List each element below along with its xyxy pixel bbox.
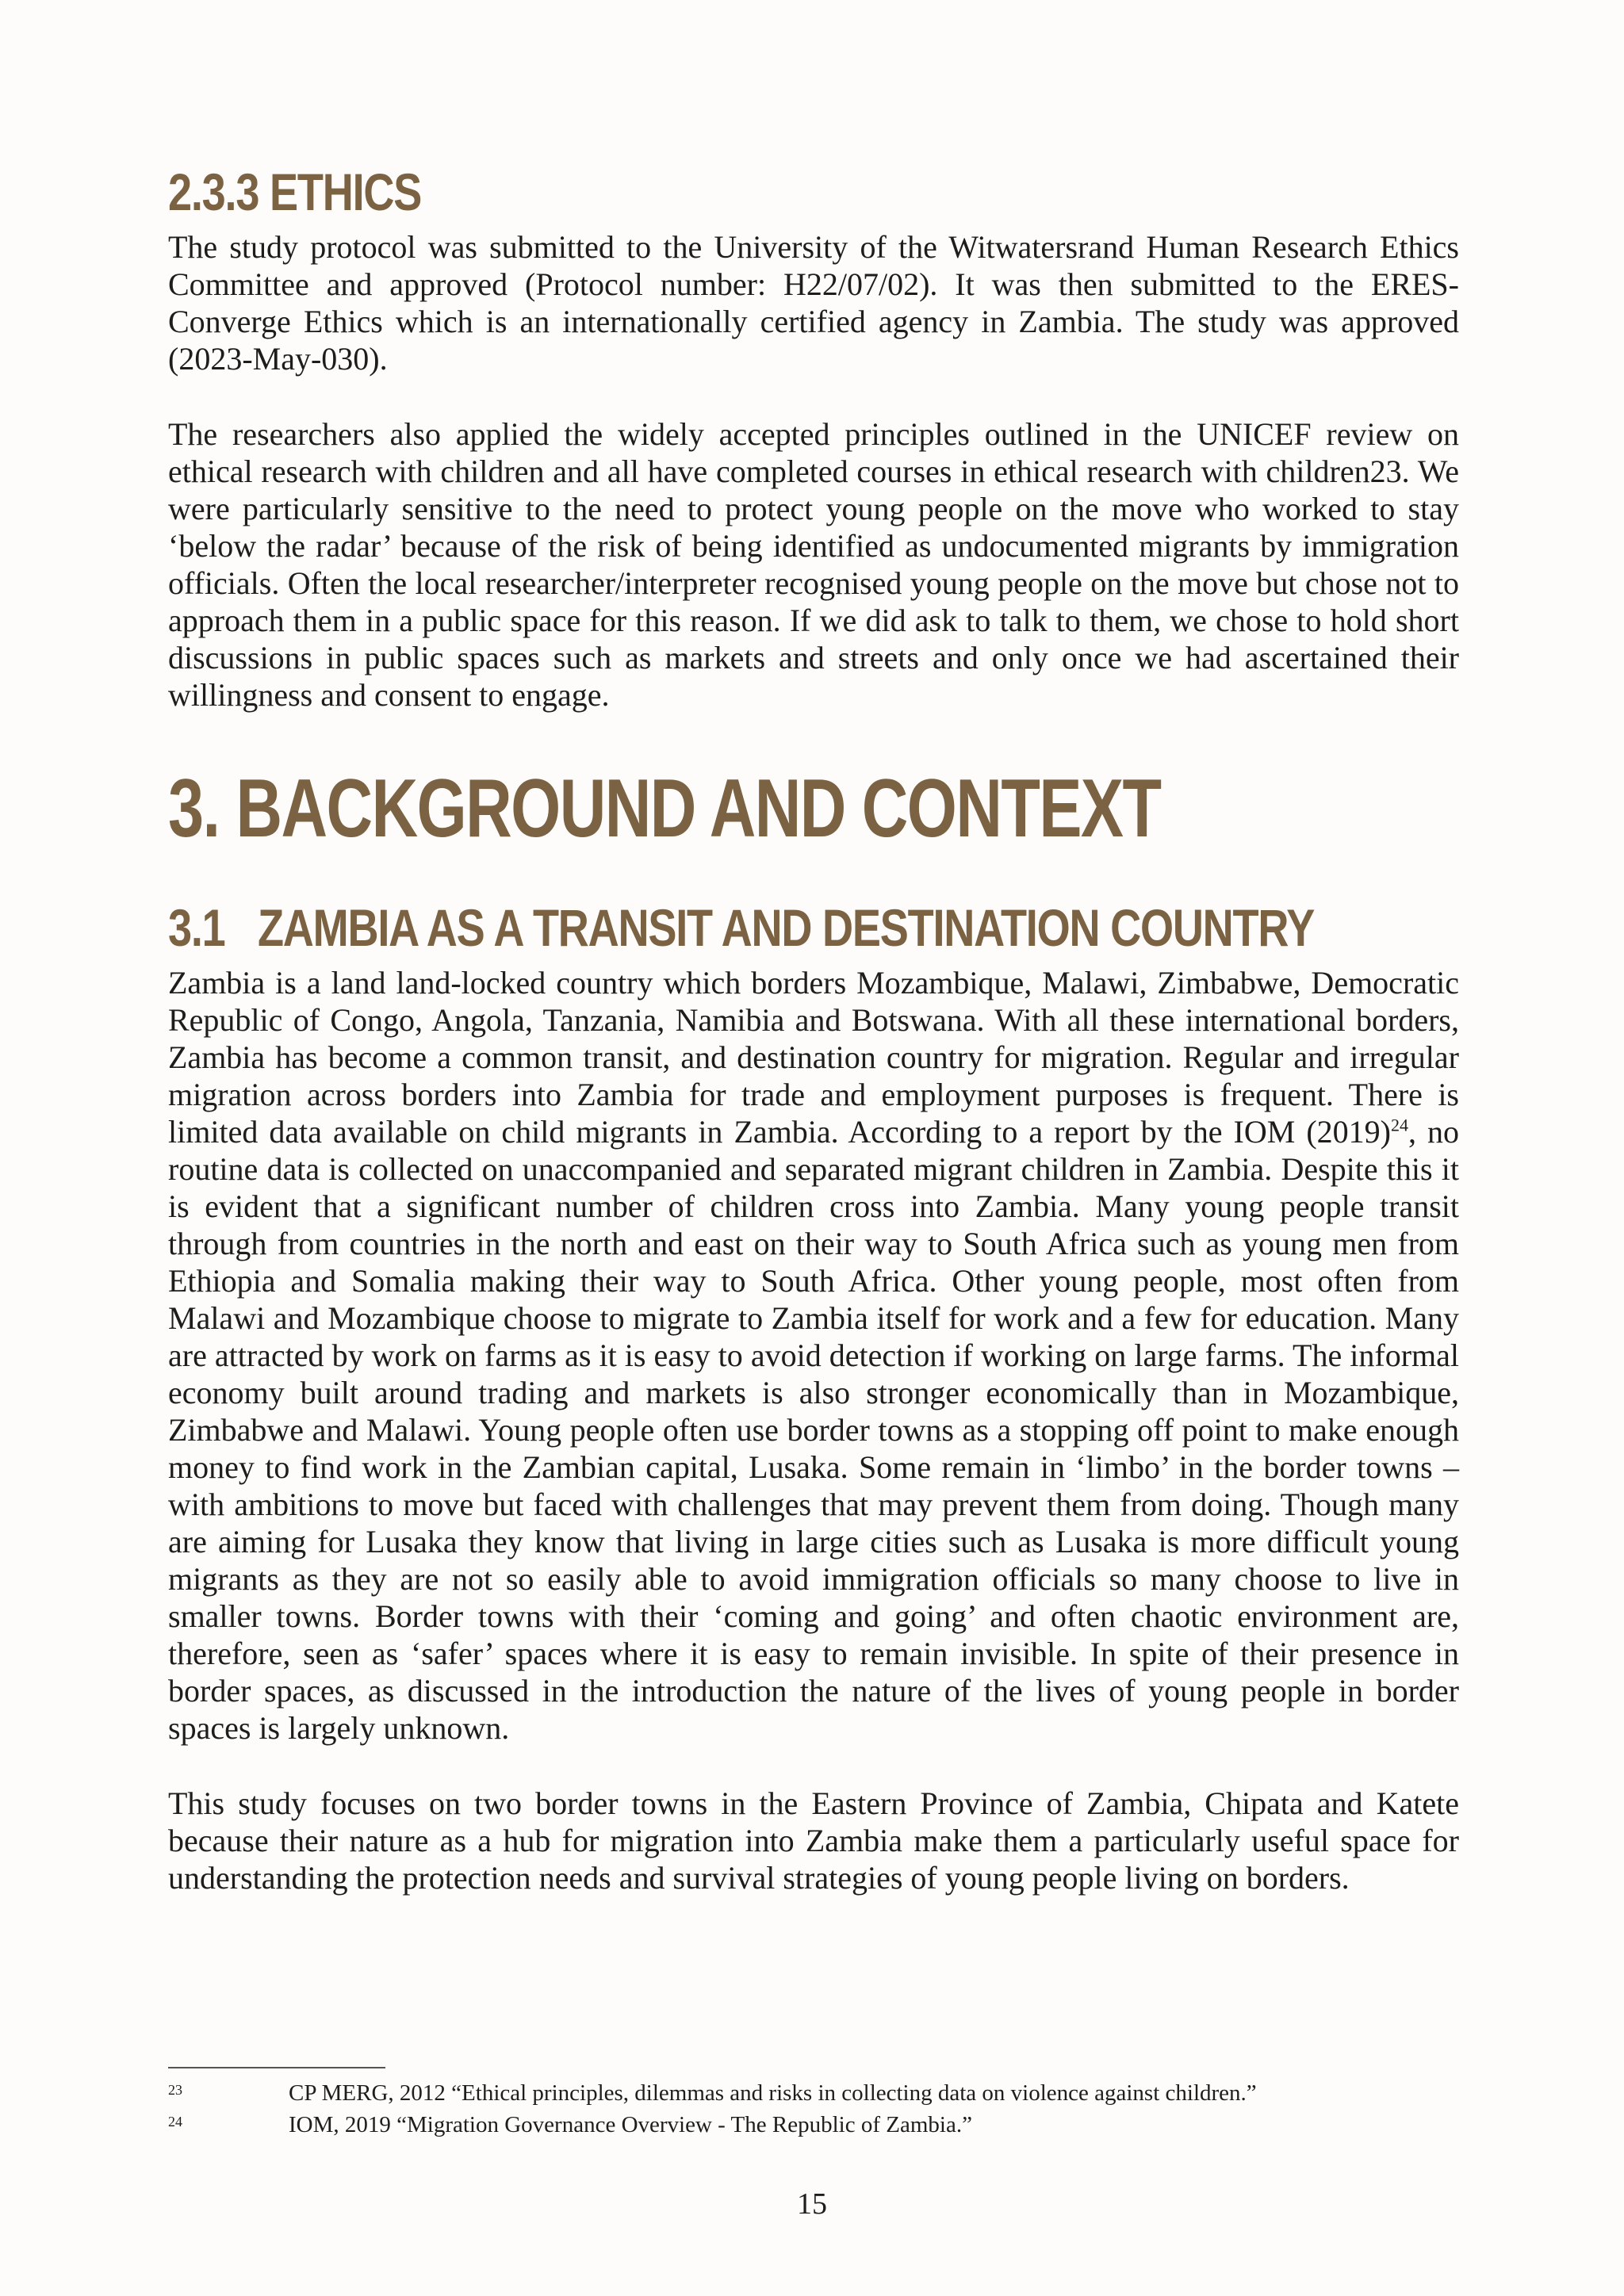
page-number: 15	[797, 2187, 827, 2221]
footnote-number: 24	[168, 2114, 182, 2130]
section-heading-ethics: 2.3.3 ETHICS	[168, 163, 422, 221]
zambia-paragraph-1-part-a: Zambia is a land land-locked country which borders Mozambique, Malawi, Zimbabwe, Democratic Republic of Congo, Angola, Tanzania, Namibia and Botswana. With all these international borders, Zambia has become a common transit, and destination country for migration. Regular and irregular migration across borders into Zambia for trade and employment purposes is frequent. There is limited data available on child migrants in Zambia. According to a report by the IOM (2019)	[168, 965, 1459, 1150]
chapter-heading-background: 3. BACKGROUND AND CONTEXT	[168, 763, 1161, 855]
zambia-paragraph-1-part-b: , no routine data is collected on unaccompanied and separated migrant children in Zambia. Despite this it is evident that a significant number of children cross into Zambia. Many young people transit through from countries in the north and east on their way to South Africa such as young men from Ethiopia and Somalia making their way to South Africa. Other young people, most often from Malawi and Mozambique choose to migrate to Zambia itself for work and a few for education. Many are attracted by work on farms as it is easy to avoid detection if working on large farms. The informal economy built around trading and markets is also stronger economically than in Mozambique, Zimbabwe and Malawi. Young people often use border towns as a stopping off point to make enough money to find work in the Zambian capital, Lusaka. Some remain in ‘limbo’ in the border towns – with ambitions to move but faced with challenges that may prevent them from doing. Though many are aiming for Lusaka they know that living in large cities such as Lusaka is more difficult young migrants as they are not so easily able to avoid immigration officials so many choose to live in smaller towns. Border towns with their ‘coming and going’ and often chaotic environment are, therefore, seen as ‘safer’ spaces where it is easy to remain invisible. In spite of their presence in border spaces, as discussed in the introduction the nature of the lives of young people in border spaces is largely unknown.	[168, 1114, 1459, 1746]
footnote-text: IOM, 2019 “Migration Governance Overview - The Republic of Zambia.”	[289, 2112, 972, 2137]
zambia-paragraph-1	[168, 964, 1459, 1747]
footnote-text: CP MERG, 2012 “Ethical principles, dilemmas and risks in collecting data on violence against children.”	[289, 2080, 1257, 2106]
footnote-ref-24[interactable]: 24	[1390, 1115, 1408, 1135]
ethics-paragraph-1: The study protocol was submitted to the University of the Witwatersrand Human Research Ethics Committee and approved (Protocol number: H22/07/02). It was then submitted to the ERES-Converge Ethics which is an internationally certified agency in Zambia. The study was approved (2023-May-030).	[168, 229, 1459, 377]
footnote-number: 23	[168, 2082, 182, 2098]
zambia-paragraph-2: This study focuses on two border towns in the Eastern Province of Zambia, Chipata and Katete because their nature as a hub for migration into Zambia make them a particularly useful space for understanding the protection needs and survival strategies of young people living on borders.	[168, 1785, 1459, 1896]
footnote-divider	[168, 2067, 385, 2068]
ethics-paragraph-2: The researchers also applied the widely accepted principles outlined in the UNICEF review on ethical research with children and all have completed courses in ethical research with children23. We were particularly sensitive to the need to protect young people on the move who worked to stay ‘below the radar’ because of the risk of being identified as undocumented migrants by immigration officials. Often the local researcher/interpreter recognised young people on the move but chose not to approach them in a public space for this reason. If we did ask to talk to them, we chose to hold short discussions in public spaces such as markets and streets and only once we had ascertained their willingness and consent to engage.	[168, 416, 1459, 713]
section-heading-zambia-transit: 3.1 ZAMBIA AS A TRANSIT AND DESTINATION COUNTRY	[168, 898, 1315, 957]
page-content	[168, 151, 1459, 1896]
